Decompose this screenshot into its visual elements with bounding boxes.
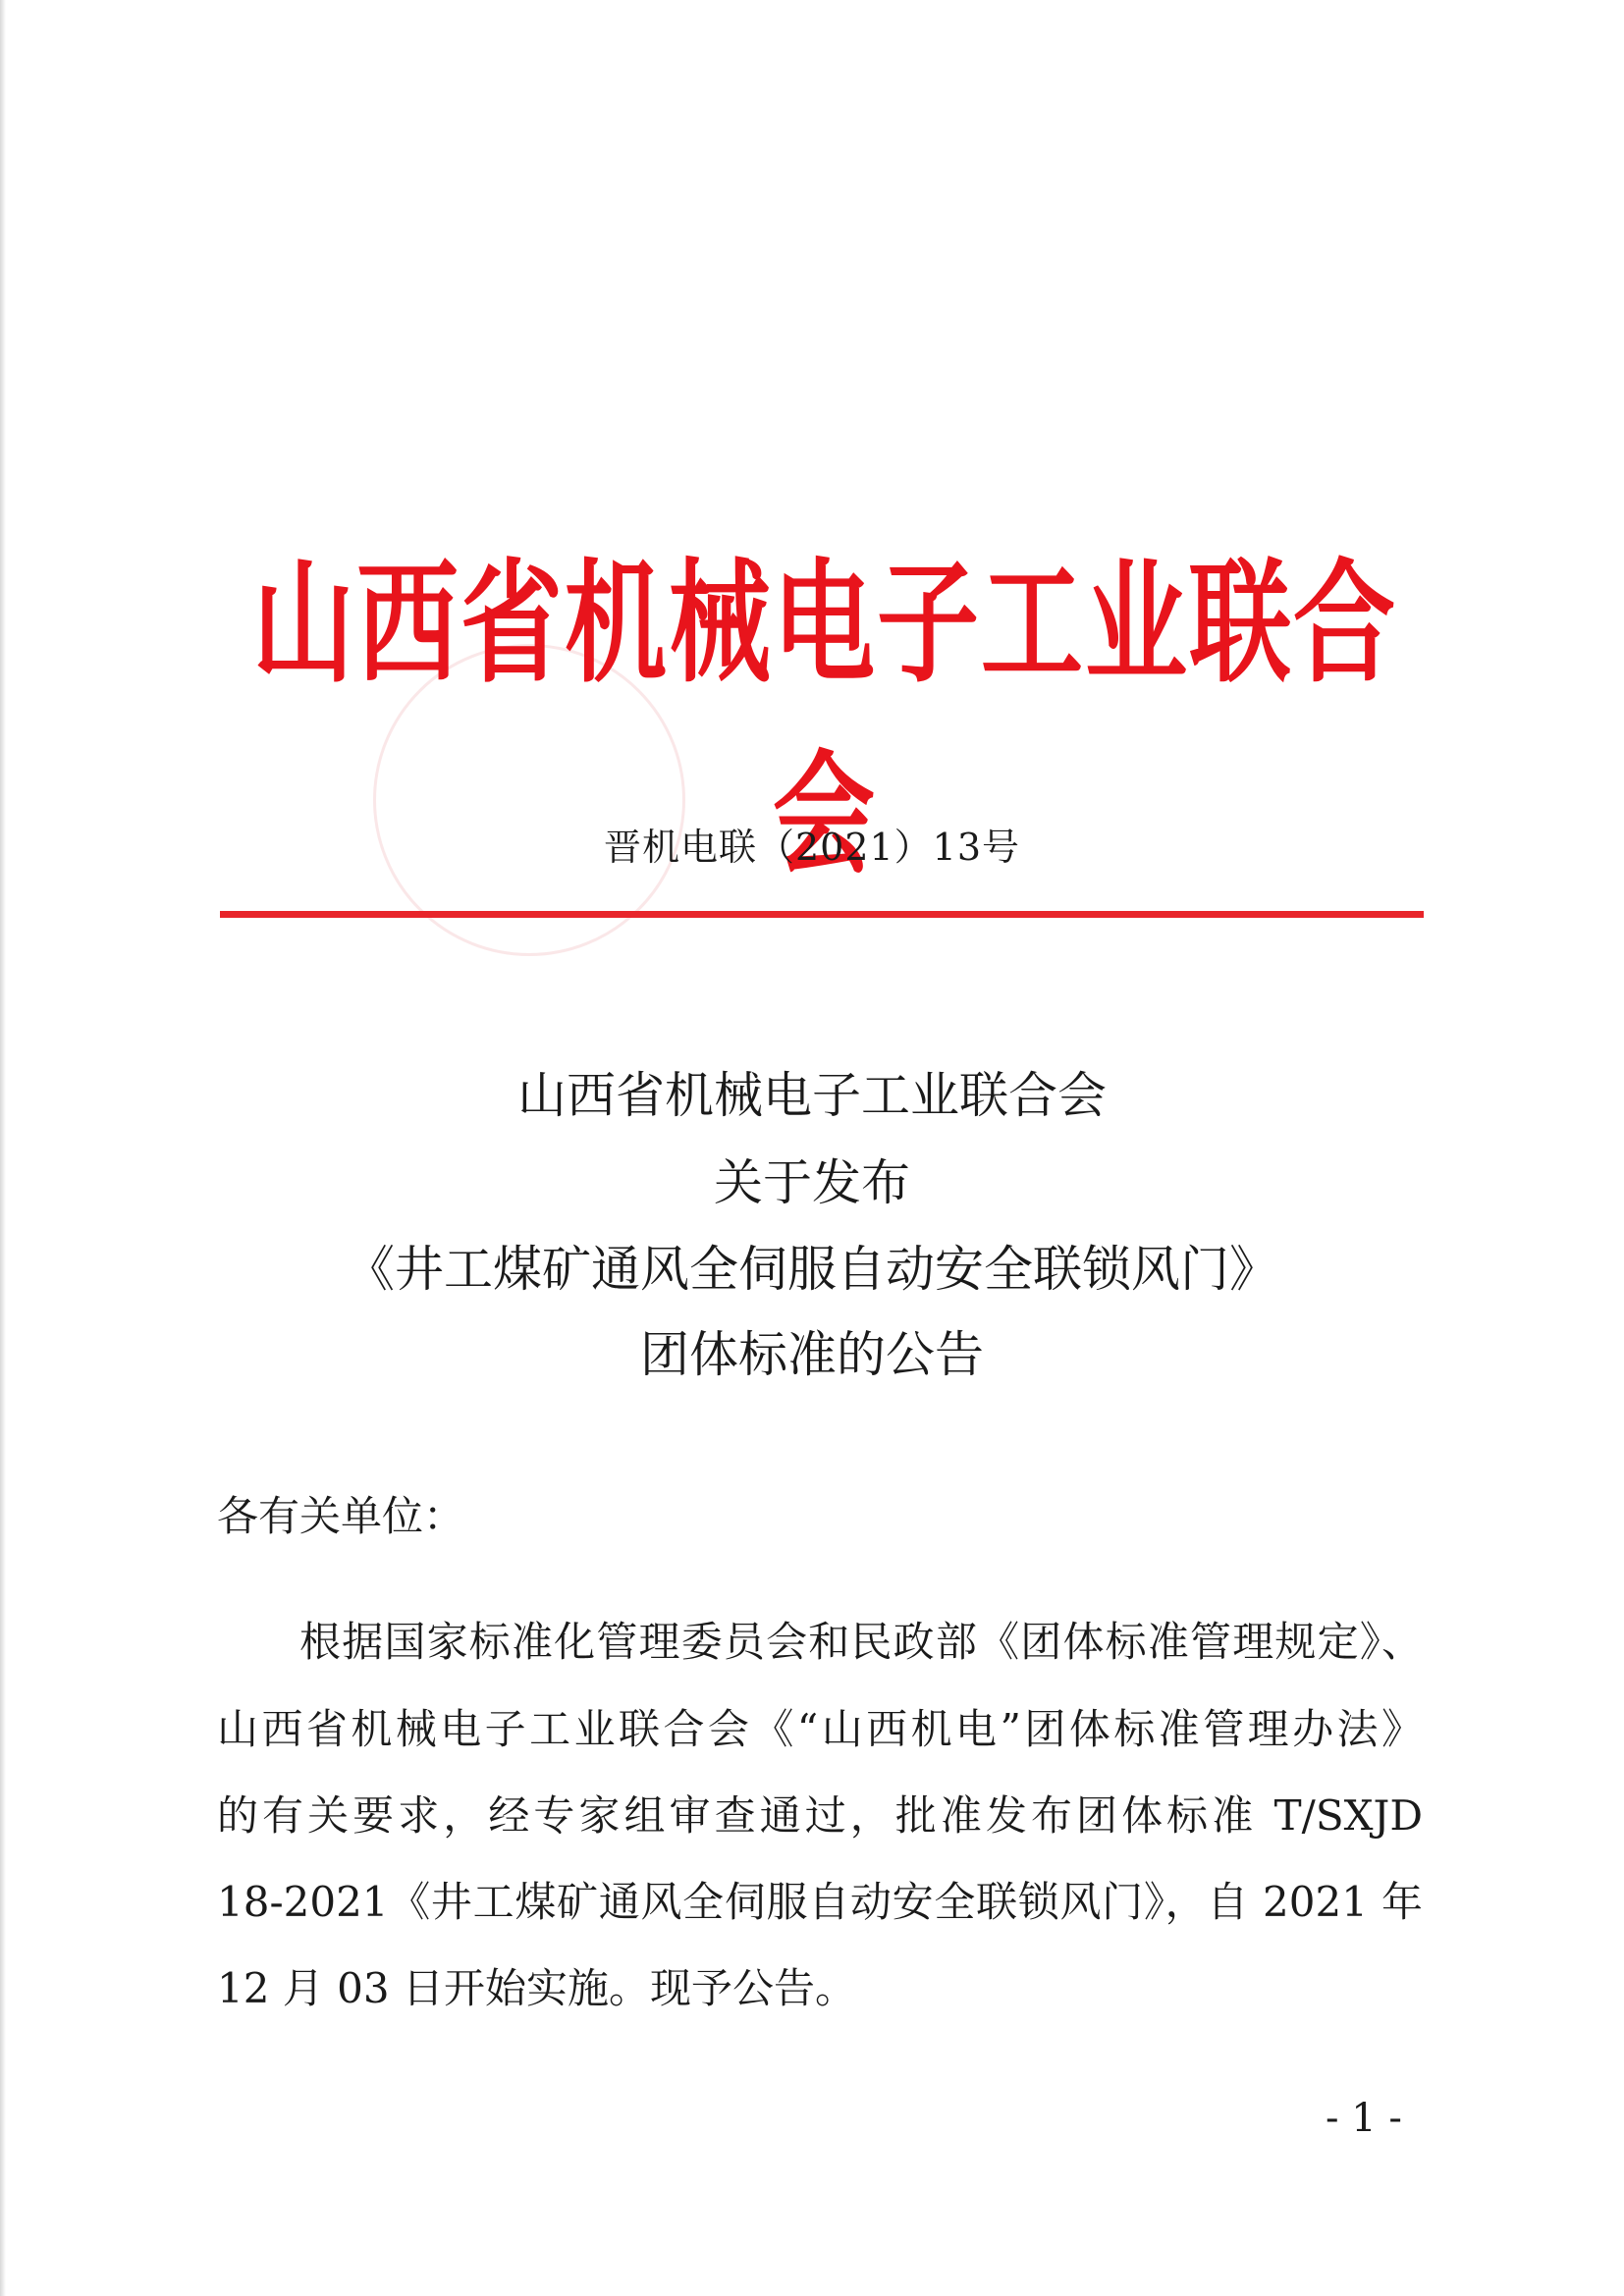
body-line-3: 的有关要求，经专家组审查通过，批准发布团体标准 T/SXJD (217, 1791, 1423, 1840)
title-line-4: 团体标准的公告 (640, 1326, 984, 1383)
salutation: 各有关单位： (217, 1492, 465, 1540)
body-line-2: 山西省机械电子工业联合会《“山西机电”团体标准管理办法》 (217, 1705, 1423, 1753)
title-line-1: 山西省机械电子工业联合会 (517, 1067, 1107, 1124)
body-line-1: 根据国家标准化管理委员会和民政部《团体标准管理规定》、 (299, 1618, 1423, 1666)
page-number: - 1 - (1326, 2096, 1402, 2141)
title-line-2: 关于发布 (714, 1154, 910, 1211)
red-divider-line (220, 911, 1424, 918)
body-line-5: 12 月 03 日开始实施。现予公告。 (217, 1964, 856, 2012)
title-line-3: 《井工煤矿通风全伺服自动安全联锁风门》 (346, 1241, 1278, 1298)
masthead-organization: 山西省机械电子工业联合会 (251, 545, 1397, 893)
body-line-4: 18-2021《井工煤矿通风全伺服自动安全联锁风门》，自 2021 年 (217, 1878, 1423, 1926)
document-number: 晋机电联（2021）13号 (603, 826, 1021, 869)
